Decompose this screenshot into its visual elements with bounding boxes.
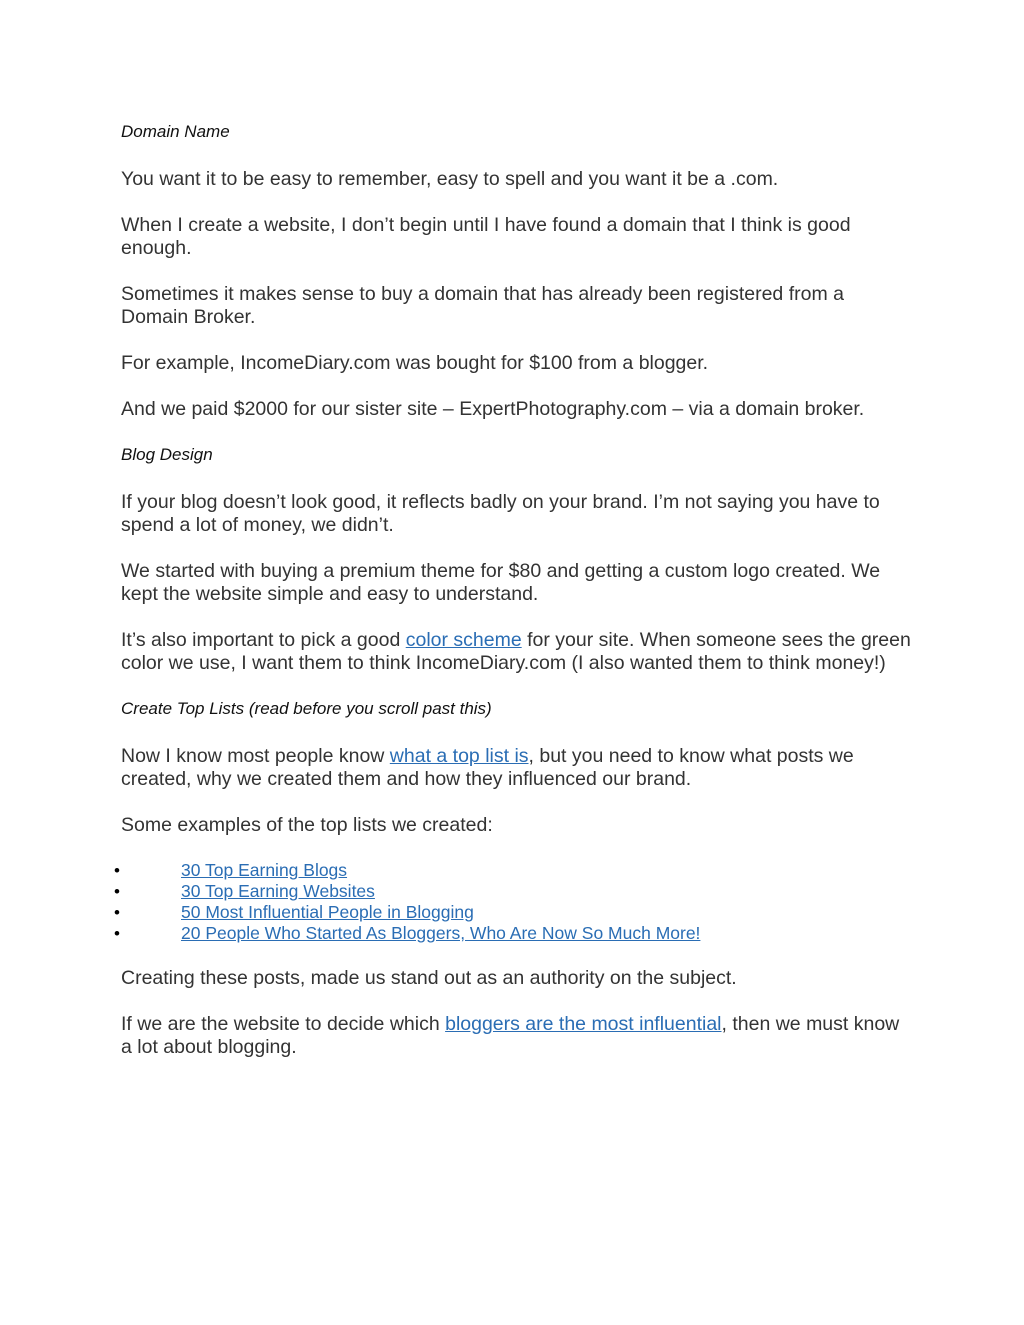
list-item [0, 881, 911, 902]
paragraph-domain-4: For example, IncomeDiary.com was bought for $100 from a blogger. [121, 352, 709, 374]
bullet-icon: • [114, 903, 120, 922]
list-item-link[interactable]: 20 People Who Started As Bloggers, Who Are Now So Much More! [181, 923, 701, 943]
influential-bloggers-link[interactable]: bloggers are the most influential [445, 1013, 722, 1035]
paragraph-domain-2: When I create a website, I don’t begin until I have found a domain that I think is good enough. [121, 214, 851, 259]
bullet-icon: • [114, 882, 120, 901]
paragraph-design-1: If your blog doesn’t look good, it reflects badly on your brand. I’m not saying you have to spend a lot of money, we didn’t. [121, 491, 880, 536]
list-item [0, 860, 911, 881]
paragraph-design-3 [121, 629, 911, 675]
color-scheme-link[interactable]: color scheme [405, 629, 522, 651]
paragraph-toplists-3: Creating these posts, made us stand out as an authority on the subject. [121, 967, 737, 989]
bullet-icon: • [114, 924, 120, 943]
heading-blog-design: Blog Design [121, 445, 213, 464]
list-item [0, 902, 911, 923]
text-span: , then we must know a lot about blogging. [121, 1013, 900, 1058]
top-lists-list [0, 860, 911, 944]
paragraph-toplists-1 [121, 745, 911, 791]
text-span: It’s also important to pick a good [121, 629, 406, 651]
paragraph-domain-3: Sometimes it makes sense to buy a domain that has already been registered from a Domain Broker. [121, 283, 844, 328]
heading-domain-name: Domain Name [121, 122, 230, 141]
document-page [114, 121, 911, 1059]
paragraph-domain-5: And we paid $2000 for our sister site – ExpertPhotography.com – via a domain broker. [121, 398, 865, 420]
paragraph-design-2: We started with buying a premium theme for $80 and getting a custom logo created. We kept the website simple and easy to understand. [121, 560, 881, 605]
list-item-link[interactable]: 30 Top Earning Websites [181, 881, 375, 901]
list-item [0, 923, 911, 944]
heading-create-top-lists: Create Top Lists (read before you scroll past this) [121, 699, 492, 718]
top-list-link[interactable]: what a top list is [389, 745, 529, 767]
text-span: Now I know most people know [121, 745, 390, 767]
paragraph-toplists-4 [121, 1013, 911, 1059]
text-span: for your site. When someone sees the green color we use, I want them to think IncomeDiary.com (I also wanted them to think money!) [121, 629, 911, 674]
paragraph-domain-1: You want it to be easy to remember, easy to spell and you want it be a .com. [121, 168, 779, 190]
list-item-link[interactable]: 50 Most Influential People in Blogging [181, 902, 474, 922]
text-span: , but you need to know what posts we created, why we created them and how they influenced our brand. [121, 745, 854, 790]
paragraph-toplists-2: Some examples of the top lists we created: [121, 814, 493, 836]
bullet-icon: • [114, 861, 120, 880]
text-span: If we are the website to decide which [121, 1013, 446, 1035]
list-item-link[interactable]: 30 Top Earning Blogs [181, 860, 348, 880]
